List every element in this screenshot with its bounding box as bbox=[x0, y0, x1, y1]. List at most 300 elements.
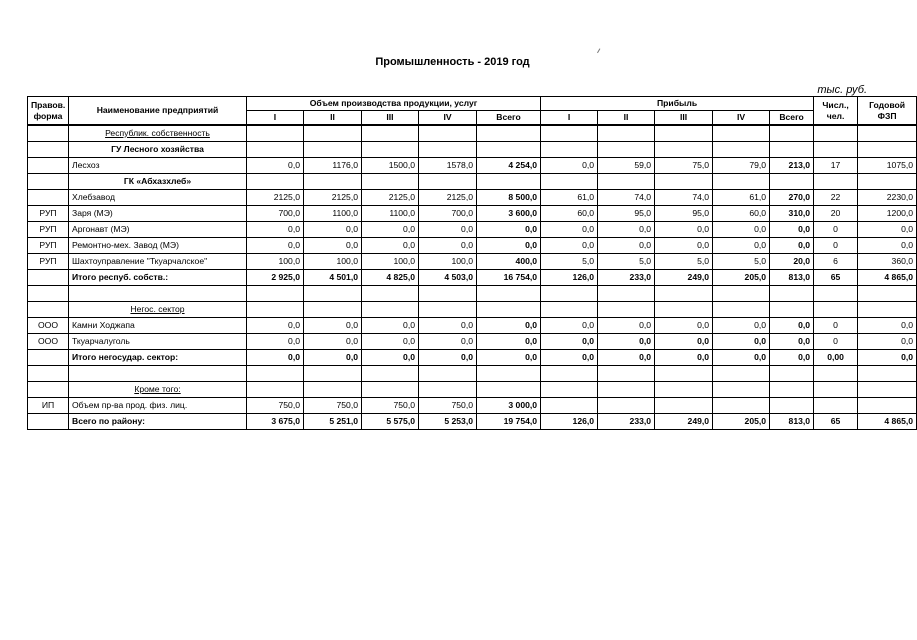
table-cell: 0,0 bbox=[419, 334, 477, 350]
empty-cell bbox=[304, 302, 362, 318]
table-cell: 100,0 bbox=[419, 254, 477, 270]
empty-cell bbox=[304, 125, 362, 142]
section-forest-row bbox=[28, 142, 917, 158]
table-cell: 4 865,0 bbox=[858, 414, 917, 430]
empty-cell bbox=[541, 125, 598, 142]
empty-cell bbox=[713, 366, 770, 382]
table-cell: 0,0 bbox=[304, 222, 362, 238]
table-row bbox=[28, 206, 917, 222]
empty-cell bbox=[362, 125, 419, 142]
empty-cell bbox=[713, 398, 770, 414]
table-cell: 4 254,0 bbox=[477, 158, 541, 174]
header-form: Правов. форма bbox=[28, 97, 69, 126]
empty-cell bbox=[655, 142, 713, 158]
table-cell: 0,0 bbox=[419, 318, 477, 334]
table-cell: 2125,0 bbox=[362, 190, 419, 206]
unit-label: тыс. руб. bbox=[817, 84, 867, 96]
empty-cell bbox=[477, 174, 541, 190]
table-cell: 74,0 bbox=[655, 190, 713, 206]
table-row bbox=[28, 238, 917, 254]
table-cell: Аргонавт (МЭ) bbox=[69, 222, 247, 238]
volume-total: Всего bbox=[477, 111, 541, 126]
empty-cell bbox=[858, 142, 917, 158]
table-cell: 1176,0 bbox=[304, 158, 362, 174]
table-cell: 813,0 bbox=[770, 270, 814, 286]
empty-cell bbox=[713, 142, 770, 158]
table-cell: 2125,0 bbox=[247, 190, 304, 206]
table-cell: 0,0 bbox=[541, 350, 598, 366]
table-cell: 0,0 bbox=[713, 350, 770, 366]
table-cell: 0,0 bbox=[858, 238, 917, 254]
table-cell: 5,0 bbox=[598, 254, 655, 270]
empty-cell bbox=[713, 382, 770, 398]
table-cell: 0,0 bbox=[858, 350, 917, 366]
empty-cell bbox=[304, 382, 362, 398]
empty-cell bbox=[598, 302, 655, 318]
empty-cell bbox=[419, 382, 477, 398]
empty-cell bbox=[598, 174, 655, 190]
table-cell: 74,0 bbox=[598, 190, 655, 206]
empty-cell bbox=[713, 174, 770, 190]
table-cell: 0,0 bbox=[770, 222, 814, 238]
table-cell: 0,0 bbox=[655, 222, 713, 238]
table-cell: 0,0 bbox=[713, 238, 770, 254]
table-cell: 6 bbox=[814, 254, 858, 270]
table-row bbox=[28, 398, 917, 414]
table-cell: Заря (МЭ) bbox=[69, 206, 247, 222]
table-cell: 65 bbox=[814, 414, 858, 430]
table-cell: 100,0 bbox=[304, 254, 362, 270]
empty-cell bbox=[541, 366, 598, 382]
table-cell: 400,0 bbox=[477, 254, 541, 270]
table-cell: 4 503,0 bbox=[419, 270, 477, 286]
table-cell: 0,0 bbox=[247, 222, 304, 238]
table-cell: 5 251,0 bbox=[304, 414, 362, 430]
empty-row bbox=[28, 286, 917, 302]
empty-cell bbox=[477, 382, 541, 398]
section-republic: Республик. собственность bbox=[69, 125, 247, 142]
table-cell: 0,0 bbox=[770, 334, 814, 350]
table-cell: 100,0 bbox=[247, 254, 304, 270]
header-name: Наименование предприятий bbox=[69, 97, 247, 126]
table-cell: 20 bbox=[814, 206, 858, 222]
volume-q3: III bbox=[362, 111, 419, 126]
table-cell: 0,0 bbox=[477, 350, 541, 366]
empty-cell bbox=[814, 286, 858, 302]
table-cell: 700,0 bbox=[247, 206, 304, 222]
empty-cell bbox=[69, 366, 247, 382]
table-cell: 1200,0 bbox=[858, 206, 917, 222]
table-cell: 0,0 bbox=[247, 334, 304, 350]
table-row bbox=[28, 190, 917, 206]
section-besides: Кроме того: bbox=[69, 382, 247, 398]
table-cell: 0 bbox=[814, 334, 858, 350]
table-cell: Итого респуб. собств.: bbox=[69, 270, 247, 286]
empty-cell bbox=[858, 382, 917, 398]
table-cell: 270,0 bbox=[770, 190, 814, 206]
table-cell: 0,0 bbox=[304, 334, 362, 350]
empty-cell bbox=[655, 125, 713, 142]
table-cell: Всего по району: bbox=[69, 414, 247, 430]
table-cell bbox=[28, 158, 69, 174]
empty-cell bbox=[713, 302, 770, 318]
table-cell: 0,0 bbox=[770, 318, 814, 334]
empty-cell bbox=[655, 174, 713, 190]
table-row bbox=[28, 334, 917, 350]
empty-cell bbox=[858, 125, 917, 142]
table-cell: 249,0 bbox=[655, 270, 713, 286]
header-staff: Числ., чел. bbox=[814, 97, 858, 126]
table-cell: 17 bbox=[814, 158, 858, 174]
table-cell: 360,0 bbox=[858, 254, 917, 270]
table-cell: Ткуарчалуголь bbox=[69, 334, 247, 350]
empty-cell bbox=[362, 286, 419, 302]
table-cell: 750,0 bbox=[362, 398, 419, 414]
table-cell: 0,0 bbox=[419, 238, 477, 254]
table-cell: 0,0 bbox=[541, 334, 598, 350]
table-cell: 0,0 bbox=[247, 350, 304, 366]
empty-cell bbox=[655, 302, 713, 318]
table-cell: 0,0 bbox=[598, 334, 655, 350]
table-cell: 8 500,0 bbox=[477, 190, 541, 206]
empty-cell bbox=[362, 142, 419, 158]
empty-cell bbox=[770, 142, 814, 158]
table-cell: ООО bbox=[28, 334, 69, 350]
empty-cell bbox=[598, 142, 655, 158]
empty-cell bbox=[28, 366, 69, 382]
empty-cell bbox=[541, 286, 598, 302]
empty-cell bbox=[770, 286, 814, 302]
empty-cell bbox=[477, 125, 541, 142]
empty-cell bbox=[304, 174, 362, 190]
table-cell bbox=[28, 190, 69, 206]
table-cell: 0,0 bbox=[858, 318, 917, 334]
table-cell: 233,0 bbox=[598, 270, 655, 286]
table-cell: 213,0 bbox=[770, 158, 814, 174]
table-cell: 2125,0 bbox=[419, 190, 477, 206]
empty-cell bbox=[541, 142, 598, 158]
table-cell: 0,0 bbox=[247, 318, 304, 334]
table-cell: 75,0 bbox=[655, 158, 713, 174]
empty-cell bbox=[28, 142, 69, 158]
table-cell: 2230,0 bbox=[858, 190, 917, 206]
table-cell: 0,0 bbox=[362, 350, 419, 366]
empty-cell bbox=[858, 174, 917, 190]
table-cell: РУП bbox=[28, 222, 69, 238]
grand-total-row bbox=[28, 414, 917, 430]
header-volume: Объем производства продукции, услуг bbox=[247, 97, 541, 111]
empty-cell bbox=[419, 125, 477, 142]
table-row bbox=[28, 254, 917, 270]
table-cell: 0,0 bbox=[362, 222, 419, 238]
empty-cell bbox=[419, 302, 477, 318]
empty-cell bbox=[598, 125, 655, 142]
page-title: Промышленность - 2019 год bbox=[375, 56, 530, 68]
empty-cell bbox=[598, 286, 655, 302]
table-cell: 5,0 bbox=[655, 254, 713, 270]
empty-cell bbox=[28, 302, 69, 318]
table-cell bbox=[28, 414, 69, 430]
empty-cell bbox=[655, 286, 713, 302]
table-cell: 0 bbox=[814, 318, 858, 334]
empty-cell bbox=[247, 125, 304, 142]
table-cell: 2125,0 bbox=[304, 190, 362, 206]
volume-q2: II bbox=[304, 111, 362, 126]
table-row bbox=[28, 318, 917, 334]
table-cell: 2 925,0 bbox=[247, 270, 304, 286]
table-cell: 126,0 bbox=[541, 270, 598, 286]
table-cell: 0,0 bbox=[655, 318, 713, 334]
empty-cell bbox=[69, 286, 247, 302]
empty-cell bbox=[858, 302, 917, 318]
table-cell: 0,0 bbox=[713, 318, 770, 334]
table-cell: 0,0 bbox=[304, 238, 362, 254]
table-cell: 750,0 bbox=[247, 398, 304, 414]
table-cell: Камни Ходжапа bbox=[69, 318, 247, 334]
empty-cell bbox=[598, 366, 655, 382]
empty-cell bbox=[419, 142, 477, 158]
section-besides-row bbox=[28, 382, 917, 398]
pen-mark bbox=[597, 48, 603, 54]
table-cell: 0,0 bbox=[598, 222, 655, 238]
table-cell: 0,0 bbox=[598, 238, 655, 254]
empty-cell bbox=[655, 382, 713, 398]
table-cell: ООО bbox=[28, 318, 69, 334]
table-cell: 95,0 bbox=[655, 206, 713, 222]
table-cell: 0,0 bbox=[598, 350, 655, 366]
empty-cell bbox=[477, 366, 541, 382]
table-cell: РУП bbox=[28, 254, 69, 270]
table-cell: 0,0 bbox=[304, 318, 362, 334]
empty-cell bbox=[814, 125, 858, 142]
table-cell: 249,0 bbox=[655, 414, 713, 430]
empty-cell bbox=[858, 286, 917, 302]
table-cell: 0,0 bbox=[419, 350, 477, 366]
profit-q1: I bbox=[541, 111, 598, 126]
empty-cell bbox=[598, 398, 655, 414]
table-cell: 0,0 bbox=[713, 222, 770, 238]
table-cell: 0,0 bbox=[477, 318, 541, 334]
empty-cell bbox=[713, 125, 770, 142]
empty-cell bbox=[419, 286, 477, 302]
table-cell: 0,0 bbox=[247, 158, 304, 174]
table-row bbox=[28, 158, 917, 174]
table-cell: 0,0 bbox=[655, 334, 713, 350]
empty-cell bbox=[247, 286, 304, 302]
total-republic-row bbox=[28, 270, 917, 286]
table-cell: 0,0 bbox=[598, 318, 655, 334]
empty-cell bbox=[304, 286, 362, 302]
table-cell: 126,0 bbox=[541, 414, 598, 430]
empty-cell bbox=[770, 302, 814, 318]
table-cell: 0,0 bbox=[362, 334, 419, 350]
table-cell: 0,0 bbox=[477, 238, 541, 254]
empty-cell bbox=[477, 142, 541, 158]
table-cell: 0,0 bbox=[770, 238, 814, 254]
empty-cell bbox=[814, 302, 858, 318]
table-cell: РУП bbox=[28, 206, 69, 222]
table-cell: 750,0 bbox=[419, 398, 477, 414]
table-cell: Объем пр-ва прод. физ. лиц. bbox=[69, 398, 247, 414]
table-cell: 700,0 bbox=[419, 206, 477, 222]
profit-q2: II bbox=[598, 111, 655, 126]
table-cell: 1578,0 bbox=[419, 158, 477, 174]
empty-cell bbox=[247, 382, 304, 398]
table-cell: 4 501,0 bbox=[304, 270, 362, 286]
empty-cell bbox=[770, 366, 814, 382]
empty-cell bbox=[28, 382, 69, 398]
header-profit: Прибыль bbox=[541, 97, 814, 111]
table-cell: 813,0 bbox=[770, 414, 814, 430]
table-cell: 5,0 bbox=[713, 254, 770, 270]
table-cell: 0,0 bbox=[362, 318, 419, 334]
table-cell: ИП bbox=[28, 398, 69, 414]
empty-cell bbox=[858, 366, 917, 382]
empty-cell bbox=[477, 302, 541, 318]
table-cell: 60,0 bbox=[713, 206, 770, 222]
section-abkhaz: ГК «Абхазхлеб» bbox=[69, 174, 247, 190]
table-cell bbox=[28, 270, 69, 286]
volume-q1: I bbox=[247, 111, 304, 126]
empty-cell bbox=[304, 142, 362, 158]
table-cell bbox=[28, 350, 69, 366]
table-cell: 61,0 bbox=[541, 190, 598, 206]
header-fzp: Годовой ФЗП bbox=[858, 97, 917, 126]
empty-cell bbox=[770, 174, 814, 190]
table-cell: 95,0 bbox=[598, 206, 655, 222]
table-cell: 4 865,0 bbox=[858, 270, 917, 286]
table-cell: РУП bbox=[28, 238, 69, 254]
table-cell: 0,0 bbox=[541, 222, 598, 238]
profit-q3: III bbox=[655, 111, 713, 126]
table-cell: 79,0 bbox=[713, 158, 770, 174]
table-cell: 20,0 bbox=[770, 254, 814, 270]
table-cell: 0,0 bbox=[541, 158, 598, 174]
empty-cell bbox=[362, 174, 419, 190]
empty-cell bbox=[362, 366, 419, 382]
empty-cell bbox=[247, 142, 304, 158]
table-row bbox=[28, 222, 917, 238]
empty-cell bbox=[770, 125, 814, 142]
table-cell: 3 600,0 bbox=[477, 206, 541, 222]
empty-cell bbox=[770, 382, 814, 398]
table-cell: Итого негосудар. сектор: bbox=[69, 350, 247, 366]
empty-cell bbox=[655, 398, 713, 414]
table-cell: 0,0 bbox=[541, 318, 598, 334]
empty-cell bbox=[362, 302, 419, 318]
table-cell: 0,0 bbox=[362, 238, 419, 254]
table-cell: 205,0 bbox=[713, 270, 770, 286]
empty-cell bbox=[814, 174, 858, 190]
section-private: Негос. сектор bbox=[69, 302, 247, 318]
table-cell: Лесхоз bbox=[69, 158, 247, 174]
table-cell: 0,0 bbox=[304, 350, 362, 366]
empty-cell bbox=[304, 366, 362, 382]
table-cell: 0,0 bbox=[477, 222, 541, 238]
table-cell: 1100,0 bbox=[362, 206, 419, 222]
empty-cell bbox=[419, 366, 477, 382]
table-cell: 60,0 bbox=[541, 206, 598, 222]
empty-cell bbox=[419, 174, 477, 190]
section-abkhaz-row bbox=[28, 174, 917, 190]
table-cell: Хлебзавод bbox=[69, 190, 247, 206]
table-cell: 0,0 bbox=[858, 334, 917, 350]
empty-cell bbox=[541, 382, 598, 398]
header-row-1 bbox=[28, 97, 917, 111]
table-cell: 233,0 bbox=[598, 414, 655, 430]
table-cell: 1075,0 bbox=[858, 158, 917, 174]
table-cell: 3 675,0 bbox=[247, 414, 304, 430]
empty-cell bbox=[541, 174, 598, 190]
empty-cell bbox=[814, 366, 858, 382]
empty-cell bbox=[770, 398, 814, 414]
table-cell: 4 825,0 bbox=[362, 270, 419, 286]
empty-cell bbox=[28, 286, 69, 302]
table-cell: 205,0 bbox=[713, 414, 770, 430]
table-cell: 0,0 bbox=[541, 238, 598, 254]
table-cell: 16 754,0 bbox=[477, 270, 541, 286]
section-forest: ГУ Лесного хозяйства bbox=[69, 142, 247, 158]
empty-cell bbox=[814, 398, 858, 414]
table-cell: 0 bbox=[814, 222, 858, 238]
table-cell: 1500,0 bbox=[362, 158, 419, 174]
table-cell: 0,0 bbox=[655, 238, 713, 254]
table-cell: 65 bbox=[814, 270, 858, 286]
section-private-row bbox=[28, 302, 917, 318]
empty-cell bbox=[247, 302, 304, 318]
table-cell: 19 754,0 bbox=[477, 414, 541, 430]
empty-row bbox=[28, 366, 917, 382]
table-cell: 0,0 bbox=[713, 334, 770, 350]
empty-cell bbox=[28, 125, 69, 142]
table-cell: 0 bbox=[814, 238, 858, 254]
industry-table bbox=[27, 96, 917, 430]
table-cell: 5 253,0 bbox=[419, 414, 477, 430]
table-cell: 0,0 bbox=[770, 350, 814, 366]
table-cell: 750,0 bbox=[304, 398, 362, 414]
table-cell: Ремонтно-мех. Завод (МЭ) bbox=[69, 238, 247, 254]
section-republic-row bbox=[28, 125, 917, 142]
empty-cell bbox=[477, 286, 541, 302]
table-cell: 0,0 bbox=[655, 350, 713, 366]
table-cell: 0,0 bbox=[247, 238, 304, 254]
empty-cell bbox=[858, 398, 917, 414]
table-cell: 3 000,0 bbox=[477, 398, 541, 414]
empty-cell bbox=[28, 174, 69, 190]
empty-cell bbox=[247, 174, 304, 190]
empty-cell bbox=[598, 382, 655, 398]
empty-cell bbox=[713, 286, 770, 302]
table-cell: 5,0 bbox=[541, 254, 598, 270]
table-cell: 5 575,0 bbox=[362, 414, 419, 430]
empty-cell bbox=[541, 302, 598, 318]
table-cell: 0,0 bbox=[477, 334, 541, 350]
empty-cell bbox=[541, 398, 598, 414]
profit-q4: IV bbox=[713, 111, 770, 126]
table-cell: 59,0 bbox=[598, 158, 655, 174]
empty-cell bbox=[814, 142, 858, 158]
table-cell: Шахтоуправление "Ткуарчалское" bbox=[69, 254, 247, 270]
empty-cell bbox=[362, 382, 419, 398]
table-cell: 1100,0 bbox=[304, 206, 362, 222]
total-private-row bbox=[28, 350, 917, 366]
empty-cell bbox=[247, 366, 304, 382]
table-cell: 22 bbox=[814, 190, 858, 206]
empty-cell bbox=[814, 382, 858, 398]
table-cell: 61,0 bbox=[713, 190, 770, 206]
profit-total: Всего bbox=[770, 111, 814, 126]
empty-cell bbox=[655, 366, 713, 382]
